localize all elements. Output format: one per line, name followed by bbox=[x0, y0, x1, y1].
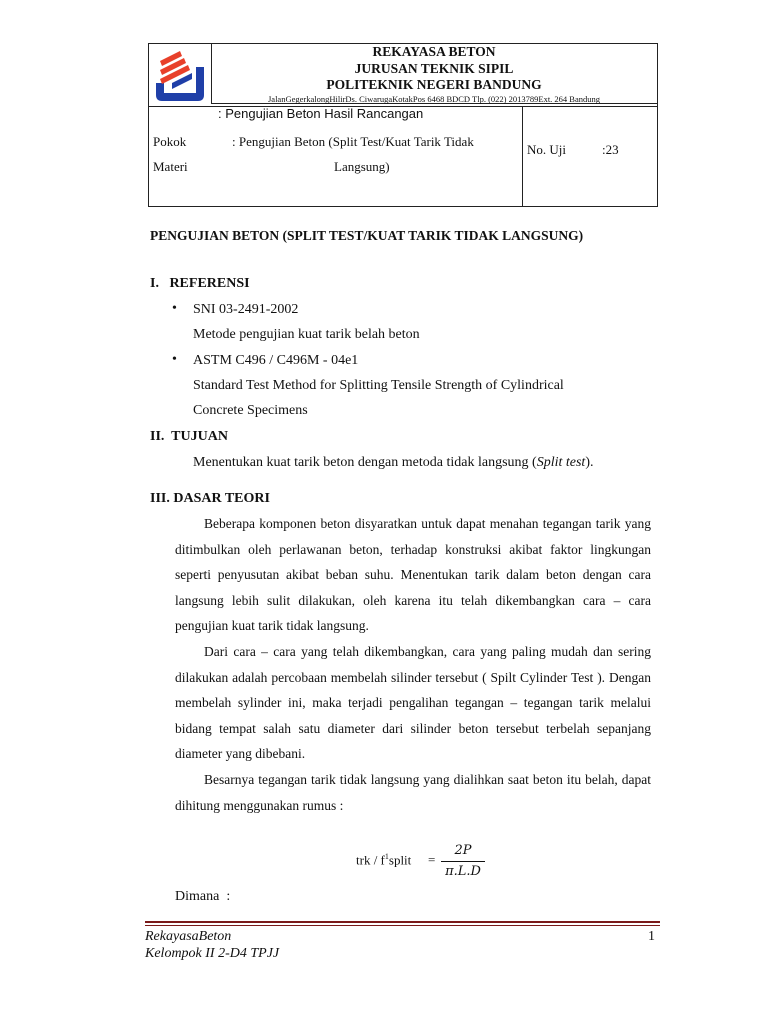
reference-2-code: ASTM C496 / C496M - 04e1 bbox=[193, 353, 359, 368]
formula-equals: = bbox=[428, 852, 436, 867]
footer-group: Kelompok II 2-D4 TPJJ bbox=[145, 946, 280, 961]
formula-denominator: π.L.D bbox=[445, 864, 481, 879]
reference-1-desc: Metode pengujian kuat tarik belah beton bbox=[193, 327, 420, 342]
page-number: 1 bbox=[648, 929, 655, 944]
dimana-label: Dimana : bbox=[175, 889, 231, 904]
formula-lhs-b: split bbox=[388, 852, 412, 868]
pokok-label: Pokok bbox=[153, 134, 187, 149]
section-heading-dasar-teori: III. DASAR TEORI bbox=[150, 491, 270, 506]
bullet-icon: • bbox=[172, 352, 177, 367]
dasar-teori-body bbox=[175, 511, 651, 818]
formula-numerator: 2P bbox=[454, 843, 472, 858]
header-address: JalanGegerkalongHilirDs. CiwarugaKotakPos 6468 BDCD Tlp. (022) 2013789Ext. 264 Bandung bbox=[267, 94, 600, 104]
footer-rule-thick bbox=[145, 921, 660, 923]
tujuan-text-end: ). bbox=[585, 455, 594, 470]
tujuan-text bbox=[193, 455, 593, 471]
polban-logo-icon bbox=[152, 47, 208, 103]
materi-label: Materi bbox=[153, 159, 188, 174]
formula-fraction-bar bbox=[441, 861, 485, 862]
formula-lhs-a: trk / f bbox=[356, 852, 385, 868]
paragraph-2: Dari cara – cara yang telah dikembangkan, cara yang paling mudah dan sering dilakukan adalah percobaan membelah silinder tersebut ( Spilt Cylinder Test ). Dengan membelah sylinder ini, maka terjadi pengalihan tegangan – tegangan tarik melalui bidang tempat salah satu diameter dari silinder beton tersebut terbelah sepanjang diameter yang dibebani. bbox=[175, 643, 651, 762]
tujuan-text-main: Menentukan kuat tarik beton dengan metoda tidak langsung ( bbox=[193, 455, 537, 470]
bullet-icon: • bbox=[172, 301, 177, 316]
header-title-3: POLITEKNIK NEGERI BANDUNG bbox=[326, 77, 542, 92]
materi-line-2: Langsung) bbox=[334, 159, 390, 174]
paragraph-1: Beberapa komponen beton disyaratkan untuk dapat menahan tegangan tarik yang ditimbulkan oleh perlawanan beton, terhadap konstruksi akibat faktor lingkungan seperti penyusutan akibat beban suhu. Menentukan tarik dalam beton dengan cara langsung lebih sulit dilakukan, oleh karena itu telah dikembangkan cara – cara pengujian kuat tarik tidak langsung. bbox=[175, 516, 651, 634]
paragraph-3: Besarnya tegangan tarik tidak langsung yang dialihkan saat beton itu belah, dapat dihitung menggunakan rumus : bbox=[175, 771, 651, 813]
document-title: PENGUJIAN BETON (SPLIT TEST/KUAT TARIK TIDAK LANGSUNG) bbox=[150, 228, 584, 243]
formula-lhs bbox=[356, 852, 411, 868]
materi-line-1: : Pengujian Beton (Split Test/Kuat Tarik Tidak bbox=[232, 134, 474, 149]
section-heading-referensi: I. REFERENSI bbox=[150, 276, 250, 291]
reference-2-desc-2: Concrete Specimens bbox=[193, 403, 308, 418]
formula-lhs-sup: 1 bbox=[384, 852, 389, 861]
no-uji-label: No. Uji bbox=[527, 142, 566, 157]
no-uji-value: :23 bbox=[602, 142, 619, 157]
reference-2-desc-1: Standard Test Method for Splitting Tensile Strength of Cylindrical bbox=[193, 378, 564, 393]
reference-1-code: SNI 03-2491-2002 bbox=[193, 302, 299, 317]
section-heading-tujuan: II. TUJUAN bbox=[150, 429, 228, 444]
footer-course: RekayasaBeton bbox=[145, 929, 232, 944]
topic-line: : Pengujian Beton Hasil Rancangan bbox=[218, 106, 424, 121]
header-title-2: JURUSAN TEKNIK SIPIL bbox=[354, 61, 514, 76]
footer-rule-thin bbox=[145, 925, 660, 926]
header-title-1: REKAYASA BETON bbox=[372, 44, 496, 59]
tujuan-text-italic: Split test bbox=[536, 455, 586, 470]
